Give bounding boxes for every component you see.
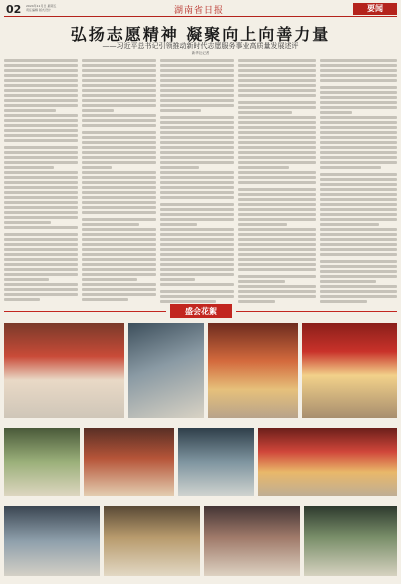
text-line [320,96,397,99]
page-header [4,3,397,16]
news-photo [104,506,200,576]
text-line [4,283,78,286]
text-line [82,181,156,184]
text-line [320,64,397,67]
text-line [320,300,367,303]
text-line [4,263,78,266]
text-line [82,69,156,72]
text-line [320,233,397,236]
text-line [320,275,397,278]
text-line [160,213,234,216]
text-line [320,203,397,206]
text-line [160,233,234,236]
article-column [160,59,234,303]
text-line [238,131,316,134]
text-line [4,114,78,117]
text-line [320,213,397,216]
text-line [82,201,156,204]
text-line [82,151,156,154]
text-line [82,186,156,189]
text-line [82,206,156,209]
text-line [4,59,78,62]
text-line [320,198,397,201]
headline: 弘扬志愿精神 凝聚向上向善力量 [70,25,331,44]
text-line [320,223,379,226]
text-line [82,196,156,199]
text-line [320,166,381,169]
text-line [238,285,316,288]
text-line [238,74,316,77]
text-line [82,258,156,261]
text-line [82,248,156,251]
article-column [320,59,397,303]
text-line [82,119,156,122]
text-line [160,300,216,303]
text-line [4,196,78,199]
text-line [82,253,156,256]
text-line [4,84,78,87]
text-line [82,211,156,214]
text-line [4,278,49,281]
text-line [82,74,156,77]
text-line [160,243,234,246]
text-line [160,278,195,281]
text-line [4,161,78,164]
text-line [82,228,156,231]
text-line [160,181,234,184]
text-line [160,263,234,266]
text-line [4,298,40,301]
text-line [82,218,156,221]
text-line [160,253,234,256]
text-line [238,101,316,104]
text-line [320,146,397,149]
text-line [238,156,316,159]
text-line [82,238,156,241]
text-line [320,121,397,124]
banner-rule-right [236,311,397,312]
text-line [82,124,156,127]
text-line [4,258,78,261]
text-line [160,116,234,119]
text-line [82,79,156,82]
text-line [160,196,234,199]
text-line [4,99,78,102]
text-line [4,104,78,107]
text-line [320,178,397,181]
page-meta [26,4,56,12]
text-line [320,183,397,186]
news-photo [302,323,397,418]
text-line [4,206,78,209]
text-line [160,166,199,169]
text-line [82,233,156,236]
text-line [238,300,275,303]
text-line [82,176,156,179]
text-line [160,99,234,102]
text-line [238,176,316,179]
text-line [238,253,316,256]
text-line [320,248,397,251]
text-line [238,263,316,266]
text-line [4,221,51,224]
text-line [320,173,397,176]
text-line [238,198,316,201]
page-number: 02 [6,3,22,16]
text-line [320,295,397,298]
text-line [160,176,234,179]
text-line [320,285,397,288]
text-line [160,89,234,92]
text-line [238,280,285,283]
date-line: 2024年11月日 星期五 [26,4,57,8]
text-line [320,265,397,268]
text-line [160,136,234,139]
text-line [4,69,78,72]
news-photo [4,506,100,576]
text-line [82,59,156,62]
text-line [160,146,234,149]
text-line [320,106,397,109]
text-line [160,218,234,221]
text-line [238,111,292,114]
text-line [320,79,397,82]
news-photo [204,506,300,576]
text-line [238,223,287,226]
text-line [4,181,78,184]
text-line [82,283,156,286]
text-line [4,139,78,142]
text-line [4,166,54,169]
text-line [238,79,316,82]
masthead: 湖南省日报 [174,6,225,16]
text-line [238,171,316,174]
text-line [320,101,397,104]
text-line [4,186,78,189]
photo-banner [0,304,401,318]
text-line [238,290,316,293]
text-line [4,288,78,291]
text-line [4,79,78,82]
text-line [320,243,397,246]
text-line [4,109,56,112]
text-line [82,243,156,246]
news-photo [178,428,254,496]
text-line [238,238,316,241]
text-line [160,273,234,276]
text-line [82,136,156,139]
text-line [160,171,234,174]
text-line [82,64,156,67]
text-line [4,124,78,127]
text-line [4,134,78,137]
text-line [82,99,156,102]
news-photo [304,506,397,576]
text-line [238,84,316,87]
text-line [160,290,234,293]
text-line [238,94,316,97]
text-line [160,283,234,286]
text-line [320,253,397,256]
text-line [4,233,78,236]
text-line [238,89,316,92]
text-line [238,203,316,206]
text-line [4,253,78,256]
text-line [160,64,234,67]
text-line [160,268,234,271]
text-line [320,131,397,134]
text-line [160,258,234,261]
text-line [4,176,78,179]
news-photo [258,428,397,496]
text-line [82,146,156,149]
text-line [82,84,156,87]
text-line [238,228,316,231]
text-line [238,64,316,67]
text-line [4,151,78,154]
header-rule [4,16,397,17]
text-line [4,191,78,194]
text-line [160,151,234,154]
text-line [320,141,397,144]
text-line [82,191,156,194]
text-line [4,171,78,174]
news-photo [128,323,204,418]
text-line [238,181,316,184]
article-column [238,59,316,303]
text-line [160,79,234,82]
text-line [238,146,316,149]
text-line [238,193,316,196]
text-line [160,156,234,159]
text-line [4,64,78,67]
text-line [238,116,316,119]
text-line [82,298,128,301]
text-line [320,91,397,94]
text-line [4,238,78,241]
text-line [160,94,234,97]
text-line [238,213,316,216]
text-line [160,141,234,144]
text-line [238,218,316,221]
text-line [82,114,156,117]
text-line [4,211,78,214]
text-line [238,188,316,191]
text-line [82,156,156,159]
text-line [4,129,78,132]
text-line [320,111,352,114]
text-line [238,141,316,144]
text-line [82,171,156,174]
text-line [160,203,234,206]
text-line [160,131,234,134]
text-line [82,131,156,134]
text-line [82,141,156,144]
text-line [238,136,316,139]
text-line [82,104,156,107]
text-line [320,270,397,273]
news-photo [4,323,124,418]
text-line [160,59,234,62]
text-line [320,290,397,293]
text-line [320,69,397,72]
text-line [238,275,316,278]
text-line [160,121,234,124]
text-line [238,121,316,124]
text-line [320,156,397,159]
text-line [320,151,397,154]
text-line [82,166,112,169]
text-line [238,106,316,109]
text-line [82,223,139,226]
text-line [82,161,156,164]
text-line [238,69,316,72]
text-line [320,161,397,164]
text-line [160,208,234,211]
text-line [320,218,397,221]
text-line [160,186,234,189]
text-line [320,260,397,263]
text-line [4,94,78,97]
subheadline: ——习近平总书记引领推动新时代志愿服务事业高质量发展述评 [102,42,299,50]
text-line [160,69,234,72]
text-line [238,59,316,62]
text-line [320,188,397,191]
text-line [320,228,397,231]
text-line [320,86,397,89]
text-line [4,273,78,276]
text-line [82,94,156,97]
text-line [320,193,397,196]
text-line [238,126,316,129]
article-column [82,59,156,303]
text-line [320,136,397,139]
text-line [160,295,234,298]
text-line [4,119,78,122]
byline: 新华社记者 [191,51,210,55]
text-line [238,233,316,236]
text-line [238,166,289,169]
text-line [82,278,137,281]
text-line [82,109,114,112]
text-line [238,243,316,246]
text-line [4,201,78,204]
text-line [4,89,78,92]
text-line [160,238,234,241]
text-line [160,161,234,164]
text-line [160,126,234,129]
text-line [238,258,316,261]
text-line [320,116,397,119]
text-line [320,208,397,211]
text-line [238,208,316,211]
text-line [4,74,78,77]
news-photo [4,428,80,496]
text-line [4,268,78,271]
text-line [238,161,316,164]
text-line [4,293,78,296]
section-tag: 要闻 [353,3,397,15]
text-line [160,223,197,226]
text-line [320,280,376,283]
news-photo [208,323,298,418]
text-line [4,216,78,219]
article-column [4,59,78,303]
text-line [160,228,234,231]
text-line [82,263,156,266]
text-line [4,248,78,251]
text-line [82,293,156,296]
text-line [82,89,156,92]
text-line [320,126,397,129]
text-line [160,109,201,112]
text-line [82,288,156,291]
text-line [320,74,397,77]
text-line [238,151,316,154]
text-line [320,238,397,241]
text-line [320,59,397,62]
text-line [238,268,316,271]
text-line [82,273,156,276]
text-line [160,74,234,77]
text-line [4,243,78,246]
text-line [4,146,78,149]
banner-title: 盛会花絮 [170,304,232,318]
text-line [4,156,78,159]
text-line [4,226,78,229]
text-line [160,191,234,194]
editor-line: 责任编辑 版式设计 [26,8,51,12]
text-line [238,248,316,251]
text-line [82,268,156,271]
news-photo [84,428,174,496]
text-line [160,84,234,87]
text-line [160,248,234,251]
text-line [238,295,316,298]
banner-rule-left [4,311,166,312]
text-line [160,104,234,107]
